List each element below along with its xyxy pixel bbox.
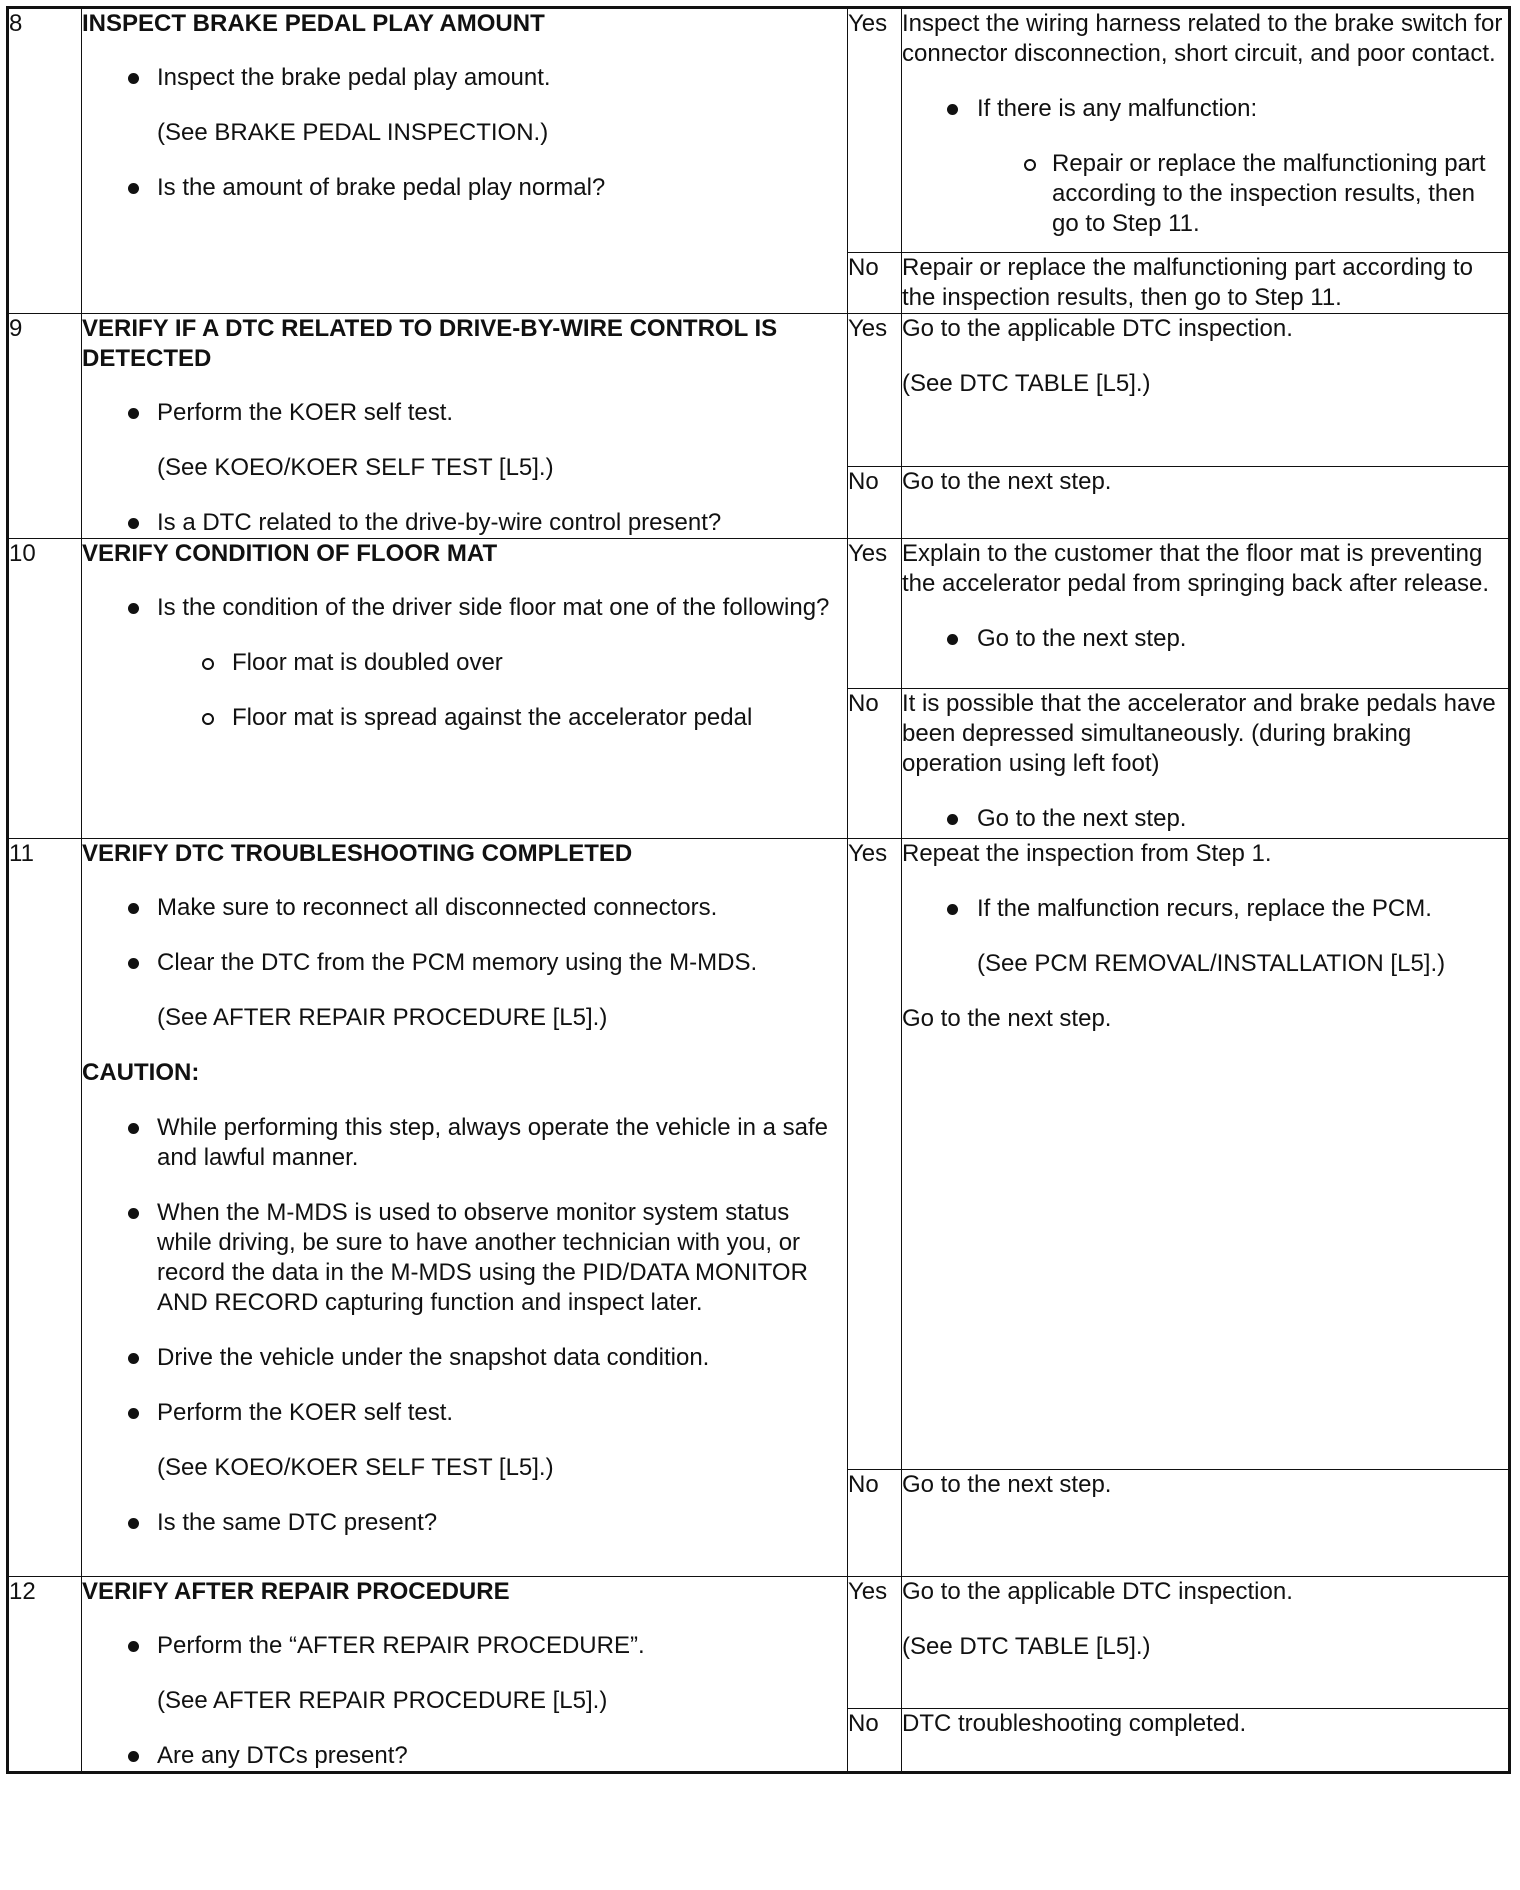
step-action-cell — [82, 8, 848, 314]
bullet-dot-icon — [128, 408, 139, 419]
step-number: 9 — [8, 314, 82, 539]
yes-label: Yes — [848, 839, 902, 1470]
step-9-yes-row — [8, 314, 1510, 467]
yes-result: Explain to the customer that the floor mat is preventing the accelerator pedal from springing back after release. Go to the next step. — [902, 539, 1510, 689]
action-reference: (See KOEO/KOER SELF TEST [L5].) — [157, 454, 554, 481]
bullet-dot-icon — [128, 1123, 139, 1134]
troubleshooting-table — [6, 6, 1511, 1774]
step-10-yes-row — [8, 539, 1510, 689]
action-reference: (See AFTER REPAIR PROCEDURE [L5].) — [157, 1687, 608, 1714]
step-title: VERIFY IF A DTC RELATED TO DRIVE-BY-WIRE CONTROL IS DETECTED — [82, 315, 778, 372]
bullet-dot-icon — [128, 1208, 139, 1219]
bullet-dot-icon — [128, 1353, 139, 1364]
no-result: Go to the next step. — [902, 1470, 1510, 1577]
result-subbullet: Repair or replace the malfunctioning part according to the inspection results, then go to Step 11. — [902, 149, 1508, 239]
step-action-cell — [82, 539, 848, 839]
action-bullet: Perform the “AFTER REPAIR PROCEDURE”. — [82, 1631, 847, 1661]
action-bullet: Are any DTCs present? — [82, 1741, 847, 1771]
no-result: It is possible that the accelerator and brake pedals have been depressed simultaneously. (during braking operation using left foot) Go to the next step. — [902, 689, 1510, 839]
bullet-dot-icon — [947, 904, 958, 915]
no-label: No — [848, 1470, 902, 1577]
bullet-dot-icon — [947, 634, 958, 645]
action-reference: (See KOEO/KOER SELF TEST [L5].) — [157, 1454, 554, 1481]
action-bullet: Drive the vehicle under the snapshot data condition. — [82, 1343, 847, 1373]
bullet-dot-icon — [128, 518, 139, 529]
action-reference: (See BRAKE PEDAL INSPECTION.) — [157, 119, 549, 146]
action-bullet: Is the same DTC present? — [82, 1508, 847, 1538]
yes-result: Go to the applicable DTC inspection. (See DTC TABLE [L5].) — [902, 1577, 1510, 1709]
step-11-yes-row — [8, 839, 1510, 1470]
no-result: Repair or replace the malfunctioning part according to the inspection results, then go to Step 11. — [902, 253, 1510, 314]
action-bullet: Clear the DTC from the PCM memory using the M-MDS. — [82, 948, 847, 978]
no-label: No — [848, 466, 902, 538]
action-bullet: Perform the KOER self test. — [82, 1398, 847, 1428]
yes-result: Repeat the inspection from Step 1. If the malfunction recurs, replace the PCM. (See PCM REMOVAL/INSTALLATION [L5].) Go to the next step. — [902, 839, 1510, 1470]
bullet-dot-icon — [128, 903, 139, 914]
action-reference: (See AFTER REPAIR PROCEDURE [L5].) — [157, 1004, 608, 1031]
bullet-dot-icon — [947, 814, 958, 825]
result-bullet: If there is any malfunction: — [902, 94, 1508, 124]
step-number: 10 — [8, 539, 82, 839]
step-number: 12 — [8, 1577, 82, 1773]
troubleshooting-sheet — [6, 6, 1508, 1774]
caution-bullet: When the M-MDS is used to observe monitor system status while driving, be sure to have another technician with you, or record the data in the M-MDS using the PID/DATA MONITOR AND RECORD capturing function and inspect later. — [82, 1198, 847, 1318]
bullet-circle-icon — [1024, 159, 1036, 171]
result-bullet: Go to the next step. — [902, 624, 1508, 654]
step-number: 8 — [8, 8, 82, 314]
action-bullet: Is the amount of brake pedal play normal? — [82, 173, 847, 203]
bullet-dot-icon — [128, 1751, 139, 1762]
bullet-circle-icon — [202, 658, 214, 670]
step-title: VERIFY AFTER REPAIR PROCEDURE — [82, 1578, 510, 1605]
yes-result: Go to the applicable DTC inspection. (See DTC TABLE [L5].) — [902, 314, 1510, 467]
step-action-cell — [82, 1577, 848, 1773]
step-action-cell — [82, 839, 848, 1577]
no-label: No — [848, 689, 902, 839]
step-title: VERIFY DTC TROUBLESHOOTING COMPLETED — [82, 840, 633, 867]
bullet-dot-icon — [128, 958, 139, 969]
no-result: DTC troubleshooting completed. — [902, 1709, 1510, 1773]
bullet-dot-icon — [128, 1641, 139, 1652]
step-action-cell — [82, 314, 848, 539]
action-subbullet: Floor mat is spread against the accelerator pedal — [82, 703, 847, 733]
step-8-yes-row — [8, 8, 1510, 253]
no-result: Go to the next step. — [902, 466, 1510, 538]
bullet-dot-icon — [128, 183, 139, 194]
bullet-dot-icon — [128, 603, 139, 614]
bullet-dot-icon — [128, 73, 139, 84]
step-title: INSPECT BRAKE PEDAL PLAY AMOUNT — [82, 10, 545, 37]
yes-label: Yes — [848, 1577, 902, 1709]
yes-label: Yes — [848, 539, 902, 689]
action-bullet: Is a DTC related to the drive-by-wire control present? — [82, 508, 847, 538]
no-label: No — [848, 253, 902, 314]
action-bullet: Inspect the brake pedal play amount. — [82, 63, 847, 93]
caution-heading: CAUTION: — [82, 1059, 200, 1086]
no-label: No — [848, 1709, 902, 1773]
step-12-yes-row — [8, 1577, 1510, 1709]
step-title: VERIFY CONDITION OF FLOOR MAT — [82, 540, 498, 567]
yes-label: Yes — [848, 8, 902, 253]
bullet-dot-icon — [947, 104, 958, 115]
yes-result: Inspect the wiring harness related to the brake switch for connector disconnection, short circuit, and poor contact. If there is any malfunction: Repair or replace the malfunctioning part according to the inspection results, then go to Step 11. — [902, 8, 1510, 253]
result-bullet: If the malfunction recurs, replace the PCM. — [902, 894, 1508, 924]
action-bullet: Make sure to reconnect all disconnected connectors. — [82, 893, 847, 923]
result-bullet: Go to the next step. — [902, 804, 1508, 834]
bullet-circle-icon — [202, 713, 214, 725]
bullet-dot-icon — [128, 1518, 139, 1529]
action-bullet: Perform the KOER self test. — [82, 398, 847, 428]
action-bullet: Is the condition of the driver side floor mat one of the following? — [82, 593, 847, 623]
yes-label: Yes — [848, 314, 902, 467]
action-subbullet: Floor mat is doubled over — [82, 648, 847, 678]
result-reference: (See PCM REMOVAL/INSTALLATION [L5].) — [977, 950, 1446, 977]
bullet-dot-icon — [128, 1408, 139, 1419]
step-number: 11 — [8, 839, 82, 1577]
caution-bullet: While performing this step, always operate the vehicle in a safe and lawful manner. — [82, 1113, 847, 1173]
